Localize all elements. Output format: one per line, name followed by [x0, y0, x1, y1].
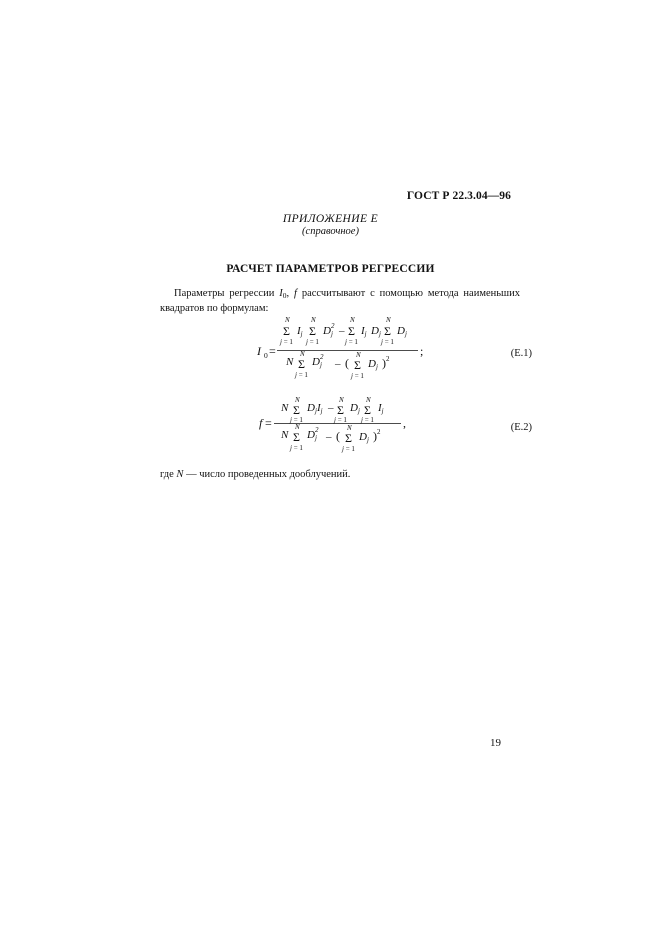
svg-text:N: N	[281, 402, 289, 414]
svg-text:j = 1: j = 1	[361, 416, 374, 424]
formula-e2	[150, 395, 530, 463]
svg-text:N: N	[281, 429, 289, 441]
formula-e1-lhs: I	[257, 344, 261, 358]
svg-text:Σ: Σ	[309, 324, 316, 338]
svg-text:N: N	[386, 316, 391, 324]
svg-text:Σ: Σ	[293, 430, 300, 444]
appendix-note: (справочное)	[302, 226, 359, 237]
svg-text:j = 1: j = 1	[381, 338, 394, 346]
svg-text:)2: )$^2$	[373, 428, 381, 443]
formula-e1-trailing: ;	[420, 344, 424, 358]
formula-e2-numerator	[280, 396, 384, 424]
intro-text-before: Параметры регрессии	[174, 288, 280, 299]
svg-text:Dj: Dj	[368, 358, 378, 371]
svg-text:j = 1: j = 1	[280, 338, 293, 346]
svg-text:N: N	[356, 351, 361, 359]
svg-text:j = 1: j = 1	[342, 445, 355, 453]
formula-e1-svg	[150, 312, 530, 380]
formula-e1-equals: =	[269, 344, 276, 358]
page-number: 19	[490, 737, 501, 749]
svg-text:(: (	[336, 429, 340, 443]
svg-text:N: N	[347, 424, 352, 432]
formula-e2-number: (Е.2)	[510, 422, 532, 433]
document-code: ГОСТ Р 22.3.04—96	[406, 190, 511, 202]
svg-text:Σ: Σ	[348, 324, 355, 338]
svg-text:N: N	[311, 316, 316, 324]
svg-text:(: (	[345, 356, 349, 370]
svg-text:N: N	[285, 316, 290, 324]
formula-e2-trailing: ,	[403, 416, 406, 430]
svg-text:Dj: Dj	[359, 431, 369, 444]
svg-text:Σ: Σ	[384, 324, 391, 338]
svg-text:D2j: $D^2$ j	[312, 353, 324, 369]
formula-e1-numerator	[279, 316, 407, 346]
where-symbol: N	[176, 469, 184, 480]
formula-e2-lhs: f	[259, 416, 263, 430]
svg-text:j = 1: j = 1	[334, 416, 347, 424]
svg-text:D2j: $D^2$ j	[307, 426, 319, 442]
formula-e2-denominator	[280, 423, 381, 453]
svg-text:N: N	[295, 396, 300, 404]
svg-text:–: –	[328, 402, 334, 414]
svg-text:j = 1: j = 1	[345, 338, 358, 346]
formula-e1	[150, 312, 530, 380]
formula-e1-denominator	[285, 350, 390, 380]
param-i: I	[279, 288, 283, 299]
formula-e1-lhs-sub: 0	[264, 351, 268, 360]
svg-text:N: N	[286, 356, 294, 368]
svg-text:Ij: Ij	[361, 325, 367, 338]
param-separator: ,	[286, 288, 295, 299]
svg-text:–: –	[339, 325, 345, 337]
svg-text:Σ: Σ	[354, 358, 361, 372]
svg-text:Ij: Ij	[297, 325, 303, 338]
svg-text:j = 1: j = 1	[290, 416, 303, 424]
svg-text:Σ: Σ	[283, 324, 290, 338]
svg-text:Σ: Σ	[345, 431, 352, 445]
param-i-subscript: 0	[282, 291, 287, 300]
svg-text:j = 1: j = 1	[290, 444, 303, 452]
formula-e2-svg	[150, 395, 530, 463]
appendix-title: ПРИЛОЖЕНИЕ Е	[282, 213, 379, 225]
intro-paragraph	[160, 287, 520, 315]
svg-text:N: N	[295, 423, 300, 431]
svg-text:Dj: Dj	[307, 402, 317, 415]
svg-text:j = 1: j = 1	[306, 338, 319, 346]
param-f: f	[294, 288, 297, 299]
where-clause	[160, 469, 350, 480]
svg-text:N: N	[366, 396, 371, 404]
svg-text:D2j: $D^2$ j	[323, 322, 335, 338]
svg-text:N: N	[300, 350, 305, 358]
formula-e2-equals: =	[265, 416, 272, 430]
svg-text:Ij: Ij	[317, 402, 323, 415]
formula-e1-number: (Е.1)	[510, 348, 532, 359]
section-heading: РАСЧЕТ ПАРАМЕТРОВ РЕГРЕССИИ	[226, 263, 435, 275]
svg-text:Dj: Dj	[350, 402, 360, 415]
svg-text:–: –	[335, 358, 341, 370]
svg-text:j = 1: j = 1	[295, 371, 308, 379]
svg-text:Σ: Σ	[364, 403, 371, 417]
svg-text:N: N	[339, 396, 344, 404]
where-text: — число проведенных дооблучений.	[183, 469, 351, 480]
svg-text:j = 1: j = 1	[351, 372, 364, 380]
svg-text:–: –	[326, 431, 332, 443]
intro-text-after: рассчитывают с помощью метода наименьших квадратов по формулам:	[160, 288, 520, 314]
svg-text:)2: )$^2$	[382, 355, 390, 370]
where-prefix: где	[160, 469, 177, 480]
svg-text:Dj: Dj	[371, 325, 381, 338]
svg-text:Ij: Ij	[378, 402, 384, 415]
svg-text:N: N	[350, 316, 355, 324]
svg-text:Σ: Σ	[293, 403, 300, 417]
svg-text:Σ: Σ	[337, 403, 344, 417]
svg-text:Σ: Σ	[298, 357, 305, 371]
svg-text:Dj: Dj	[397, 325, 407, 338]
